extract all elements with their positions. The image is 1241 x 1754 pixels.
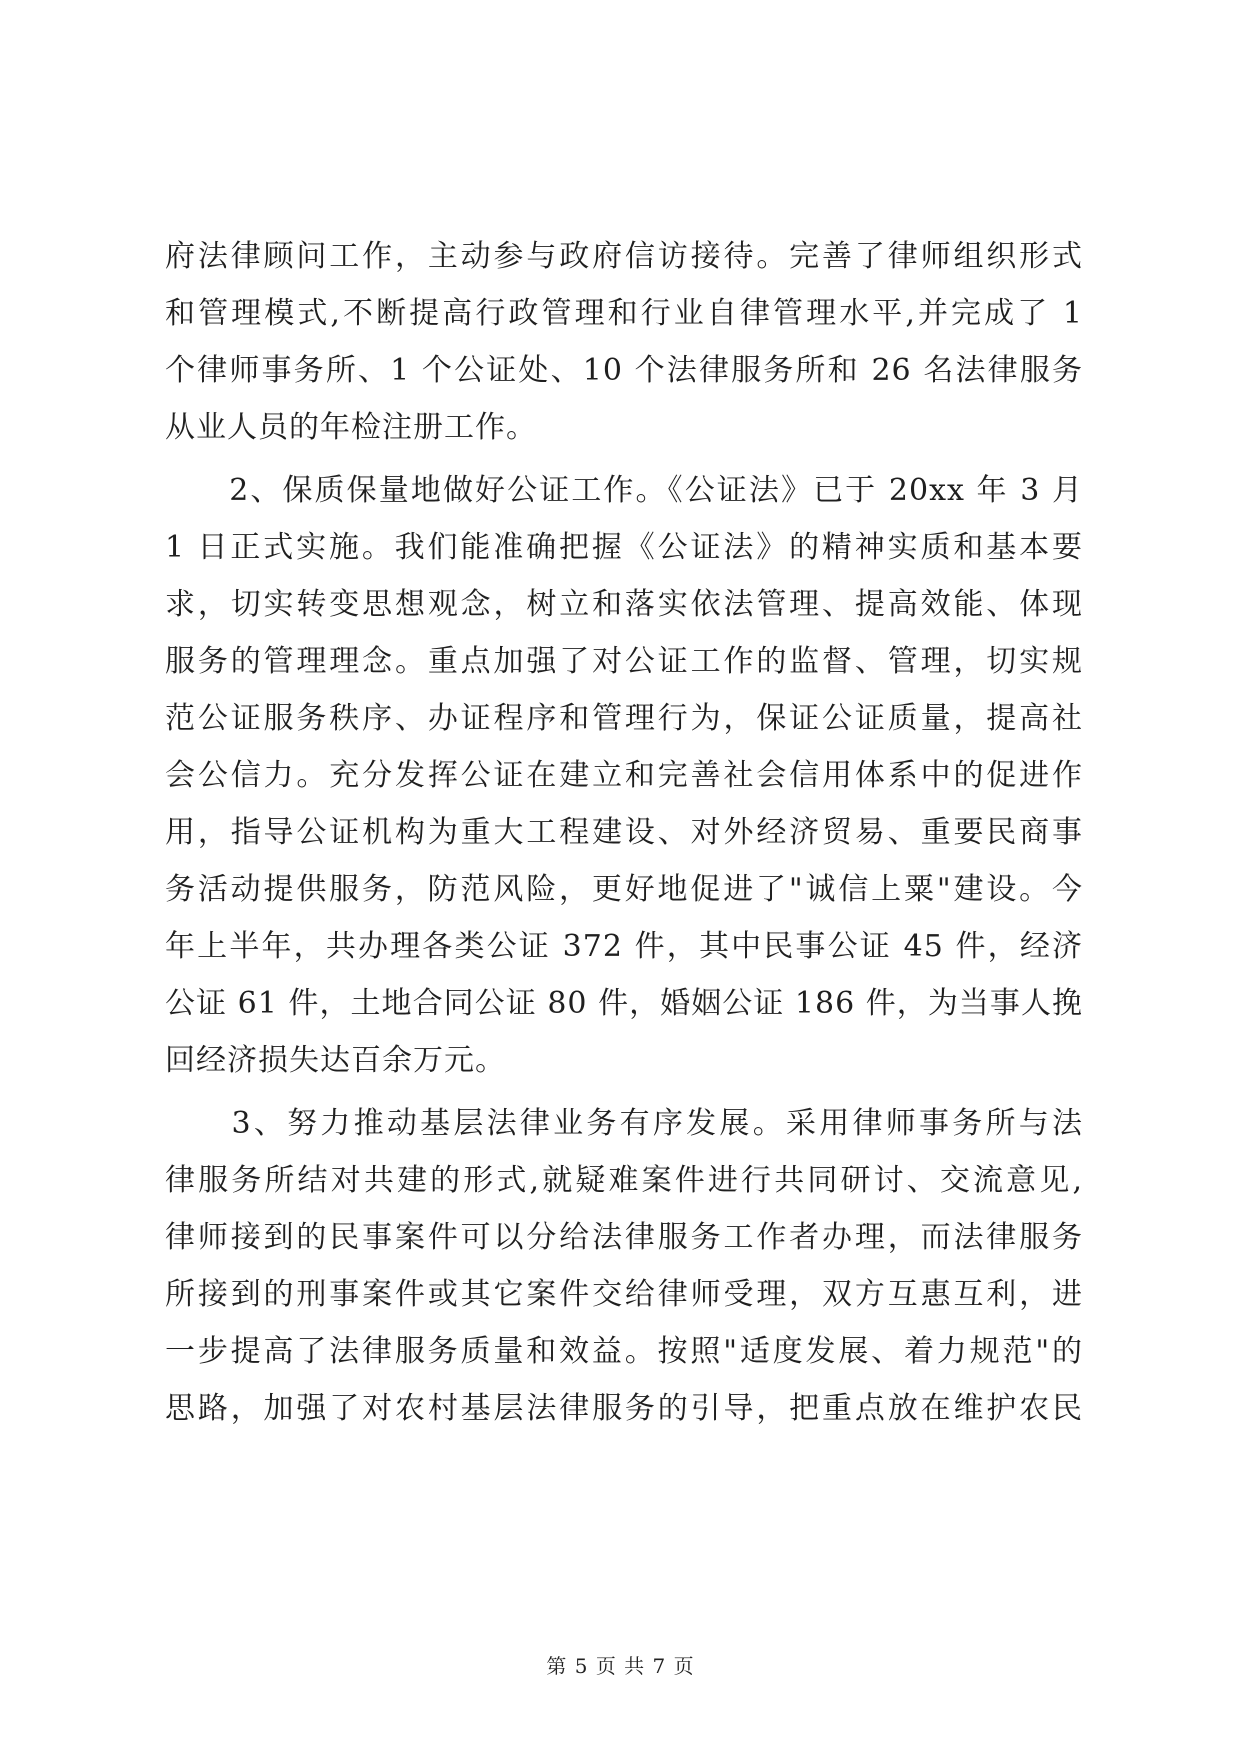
document-body bbox=[165, 228, 1083, 1437]
text-line: 3、努力推动基层法律业务有序发展。采用律师事务所与法 bbox=[165, 1106, 1083, 1141]
text-line: 用，指导公证机构为重大工程建设、对外经济贸易、重要民商事 bbox=[165, 815, 1083, 850]
text-line: 思路，加强了对农村基层法律服务的引导，把重点放在维护农民 bbox=[165, 1391, 1083, 1426]
text-line: 公证 61 件，土地合同公证 80 件，婚姻公证 186 件，为当事人挽 bbox=[165, 986, 1083, 1021]
text-line: 范公证服务秩序、办证程序和管理行为，保证公证质量，提高社 bbox=[165, 701, 1083, 736]
text-line: 2、保质保量地做好公证工作。《公证法》已于 20xx 年 3 月 bbox=[165, 473, 1083, 508]
text-line: 从业人员的年检注册工作。 bbox=[165, 410, 537, 445]
page-number-footer: 第 5 页 共 7 页 bbox=[546, 1654, 695, 1678]
text-line: 会公信力。充分发挥公证在建立和完善社会信用体系中的促进作 bbox=[165, 758, 1083, 793]
text-line: 1 日正式实施。我们能准确把握《公证法》的精神实质和基本要 bbox=[165, 530, 1083, 565]
text-line: 服务的管理理念。重点加强了对公证工作的监督、管理，切实规 bbox=[165, 644, 1083, 679]
text-line: 一步提高了法律服务质量和效益。按照"适度发展、着力规范"的 bbox=[165, 1334, 1083, 1369]
text-line: 求，切实转变思想观念，树立和落实依法管理、提高效能、体现 bbox=[165, 587, 1083, 622]
text-line: 个律师事务所、1 个公证处、10 个法律服务所和 26 名法律服务 bbox=[165, 353, 1083, 388]
text-line: 律师接到的民事案件可以分给法律服务工作者办理，而法律服务 bbox=[165, 1220, 1083, 1255]
text-line: 律服务所结对共建的形式,就疑难案件进行共同研讨、交流意见, bbox=[165, 1163, 1083, 1198]
text-line: 和管理模式,不断提高行政管理和行业自律管理水平,并完成了 1 bbox=[165, 296, 1083, 331]
text-line: 务活动提供服务，防范风险，更好地促进了"诚信上粟"建设。今 bbox=[165, 872, 1083, 907]
text-line: 回经济损失达百余万元。 bbox=[165, 1043, 506, 1078]
text-line: 府法律顾问工作，主动参与政府信访接待。完善了律师组织形式 bbox=[165, 239, 1083, 274]
text-line: 所接到的刑事案件或其它案件交给律师受理，双方互惠互利，进 bbox=[165, 1277, 1083, 1312]
text-line: 年上半年，共办理各类公证 372 件，其中民事公证 45 件，经济 bbox=[165, 929, 1083, 964]
